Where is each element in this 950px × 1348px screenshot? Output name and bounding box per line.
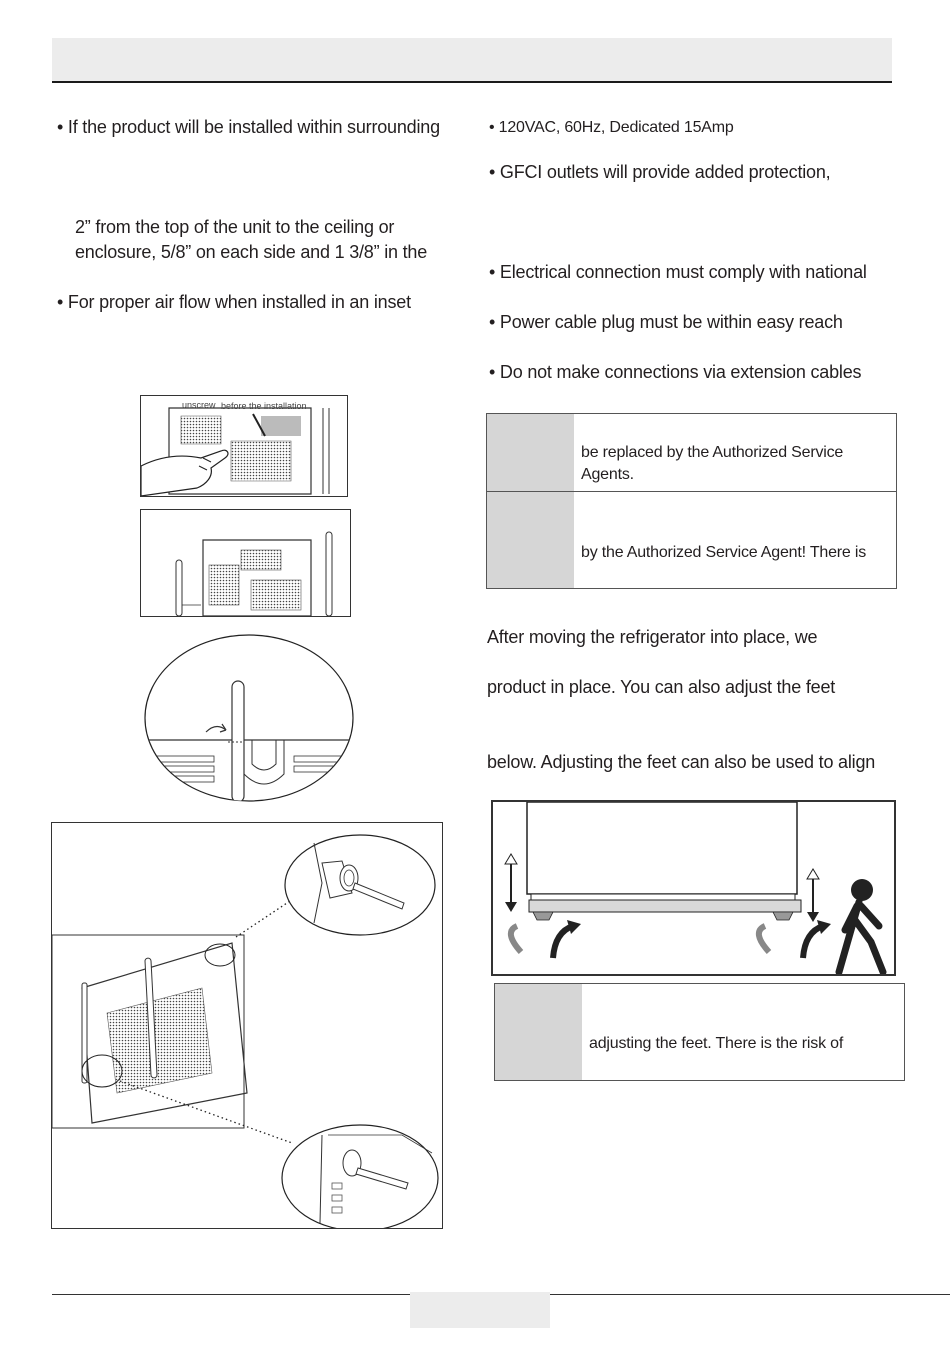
figure-unscrew-drawing [141, 396, 347, 496]
footer-page-tab [410, 1292, 550, 1328]
warning-box-feet [494, 983, 905, 1081]
figure-label-unscrew: unscrew [182, 400, 216, 410]
adjust-feet-line-1: After moving the refrigerator into place, we [487, 627, 818, 647]
figure-spacer-detail-drawing [144, 634, 354, 802]
figure-rear-spacers-drawing [141, 510, 350, 616]
bullet-electrical-connection: • Electrical connection must comply with national [489, 262, 867, 282]
figure-adjusting-feet [491, 800, 896, 976]
figure-unscrew [140, 395, 348, 497]
warning-text-line-2: Agents. [581, 466, 634, 483]
left-paragraph-2-line-2: enclosure, 5/8” on each side and 1 3/8” in the [75, 242, 428, 262]
warning-feet-text: adjusting the feet. There is the risk of [589, 1035, 844, 1052]
bullet-gfci: • GFCI outlets will provide added protection, [489, 162, 831, 182]
figure-label-before-installation: before the installation [221, 401, 307, 411]
warning-icon-cell [487, 414, 574, 588]
adjust-feet-line-2: product in place. You can also adjust the feet [487, 677, 836, 697]
warning-box-power [486, 413, 897, 589]
figure-adjusting-feet-drawing [493, 802, 894, 974]
figure-spacer-detail [144, 634, 354, 802]
bullet-power-spec: • 120VAC, 60Hz, Dedicated 15Amp [489, 119, 734, 136]
page-header-bar [52, 38, 892, 83]
adjust-feet-line-3: below. Adjusting the feet can also be used to align [487, 752, 876, 772]
left-paragraph-2-line-1: 2” from the top of the unit to the ceiling or [75, 217, 395, 237]
warning-row-divider [487, 491, 896, 492]
figure-spacer-installation [51, 822, 443, 1229]
figure-spacer-installation-drawing [52, 823, 442, 1228]
warning-text-line-3: by the Authorized Service Agent! There is [581, 544, 867, 561]
figure-rear-spacers [140, 509, 351, 617]
warning-icon-cell [495, 984, 582, 1080]
left-paragraph-1: • If the product will be installed within surrounding [57, 117, 440, 137]
left-paragraph-3: • For proper air flow when installed in an inset [57, 292, 411, 312]
bullet-power-cable-plug: • Power cable plug must be within easy reach [489, 312, 843, 332]
warning-text-line-1: be replaced by the Authorized Service [581, 444, 844, 461]
bullet-extension-cables: • Do not make connections via extension cables [489, 362, 862, 382]
